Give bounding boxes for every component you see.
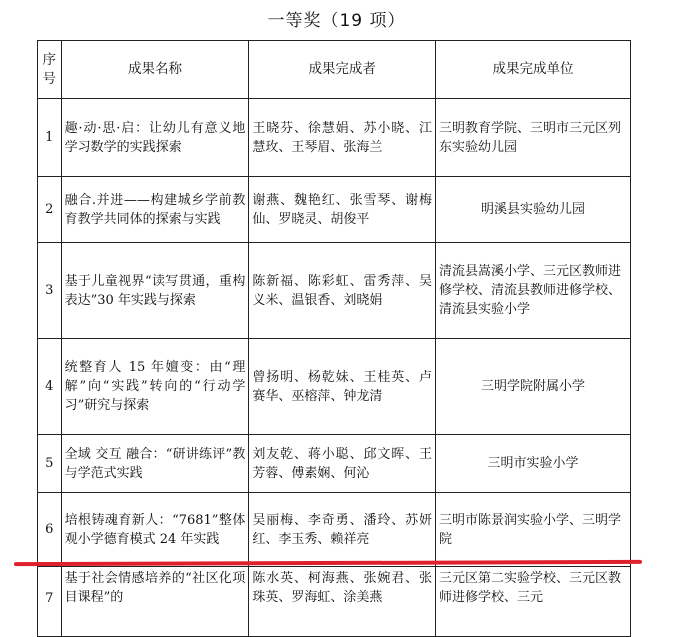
row-name: 基于社会情感培养的“社区化项目课程”的 (61, 567, 249, 637)
row-people: 谢燕、魏艳红、张雪琴、谢梅仙、罗晓灵、胡俊平 (249, 177, 436, 243)
row-name: 全域 交互 融合：“研讲练评”教与学范式实践 (61, 435, 249, 493)
row-no: 2 (38, 177, 62, 243)
row-people: 曾扬明、杨乾妹、王桂英、卢赛华、巫榕萍、钟龙清 (249, 339, 436, 435)
row-people: 刘友乾、蒋小聪、邱文晖、王芳蓉、傅素娴、何沁 (249, 435, 436, 493)
row-no: 7 (38, 567, 62, 637)
table-header-row (38, 41, 631, 99)
table-row (38, 567, 631, 637)
row-name: 培根铸魂育新人：“7681”整体观小学德育模式 24 年实践 (61, 493, 249, 567)
row-no: 6 (38, 493, 62, 567)
header-no: 序号 (38, 41, 62, 99)
table-row (38, 339, 631, 435)
row-no: 1 (38, 99, 62, 177)
table-row (38, 99, 631, 177)
row-name: 融合.并进——构建城乡学前教育教学共同体的探索与实践 (61, 177, 249, 243)
row-unit: 三明学院附属小学 (436, 339, 631, 435)
table-row (38, 177, 631, 243)
header-name: 成果名称 (61, 41, 249, 99)
row-unit: 明溪县实验幼儿园 (436, 177, 631, 243)
row-unit: 清流县嵩溪小学、三元区教师进修学校、清流县教师进修学校、清流县实验小学 (436, 243, 631, 339)
row-unit: 三明市陈景润实验小学、三明学院 (436, 493, 631, 567)
table-row (38, 243, 631, 339)
award-table (37, 40, 631, 637)
row-name: 统整育人 15 年嬗变：由“理解”向“实践”转向的“行动学习”研究与探索 (61, 339, 249, 435)
row-name: 趣·动·思·启：让幼儿有意义地学习数学的实践探索 (61, 99, 249, 177)
header-people: 成果完成者 (249, 41, 436, 99)
award-title: 一等奖（19 项） (267, 11, 406, 31)
row-no: 3 (38, 243, 62, 339)
header-unit: 成果完成单位 (436, 41, 631, 99)
row-no: 4 (38, 339, 62, 435)
row-people: 王晓芬、徐慧娟、苏小晓、江慧玫、王琴眉、张海兰 (249, 99, 436, 177)
row-unit: 三明教育学院、三明市三元区列东实验幼儿园 (436, 99, 631, 177)
row-unit: 三元区第二实验学校、三元区教师进修学校、三元 (436, 567, 631, 637)
row-unit: 三明市实验小学 (436, 435, 631, 493)
table-row (38, 493, 631, 567)
row-people: 吴丽梅、李奇勇、潘玲、苏妍红、李玉秀、赖祥亮 (249, 493, 436, 567)
row-no: 5 (38, 435, 62, 493)
row-name: 基于儿童视界“读写贯通，重构表达”30 年实践与探索 (61, 243, 249, 339)
row-people: 陈新福、陈彩虹、雷秀萍、吴义米、温银香、刘晓娟 (249, 243, 436, 339)
table-row (38, 435, 631, 493)
row-people: 陈水英、柯海燕、张婉君、张珠英、罗海虹、涂美燕 (249, 567, 436, 637)
